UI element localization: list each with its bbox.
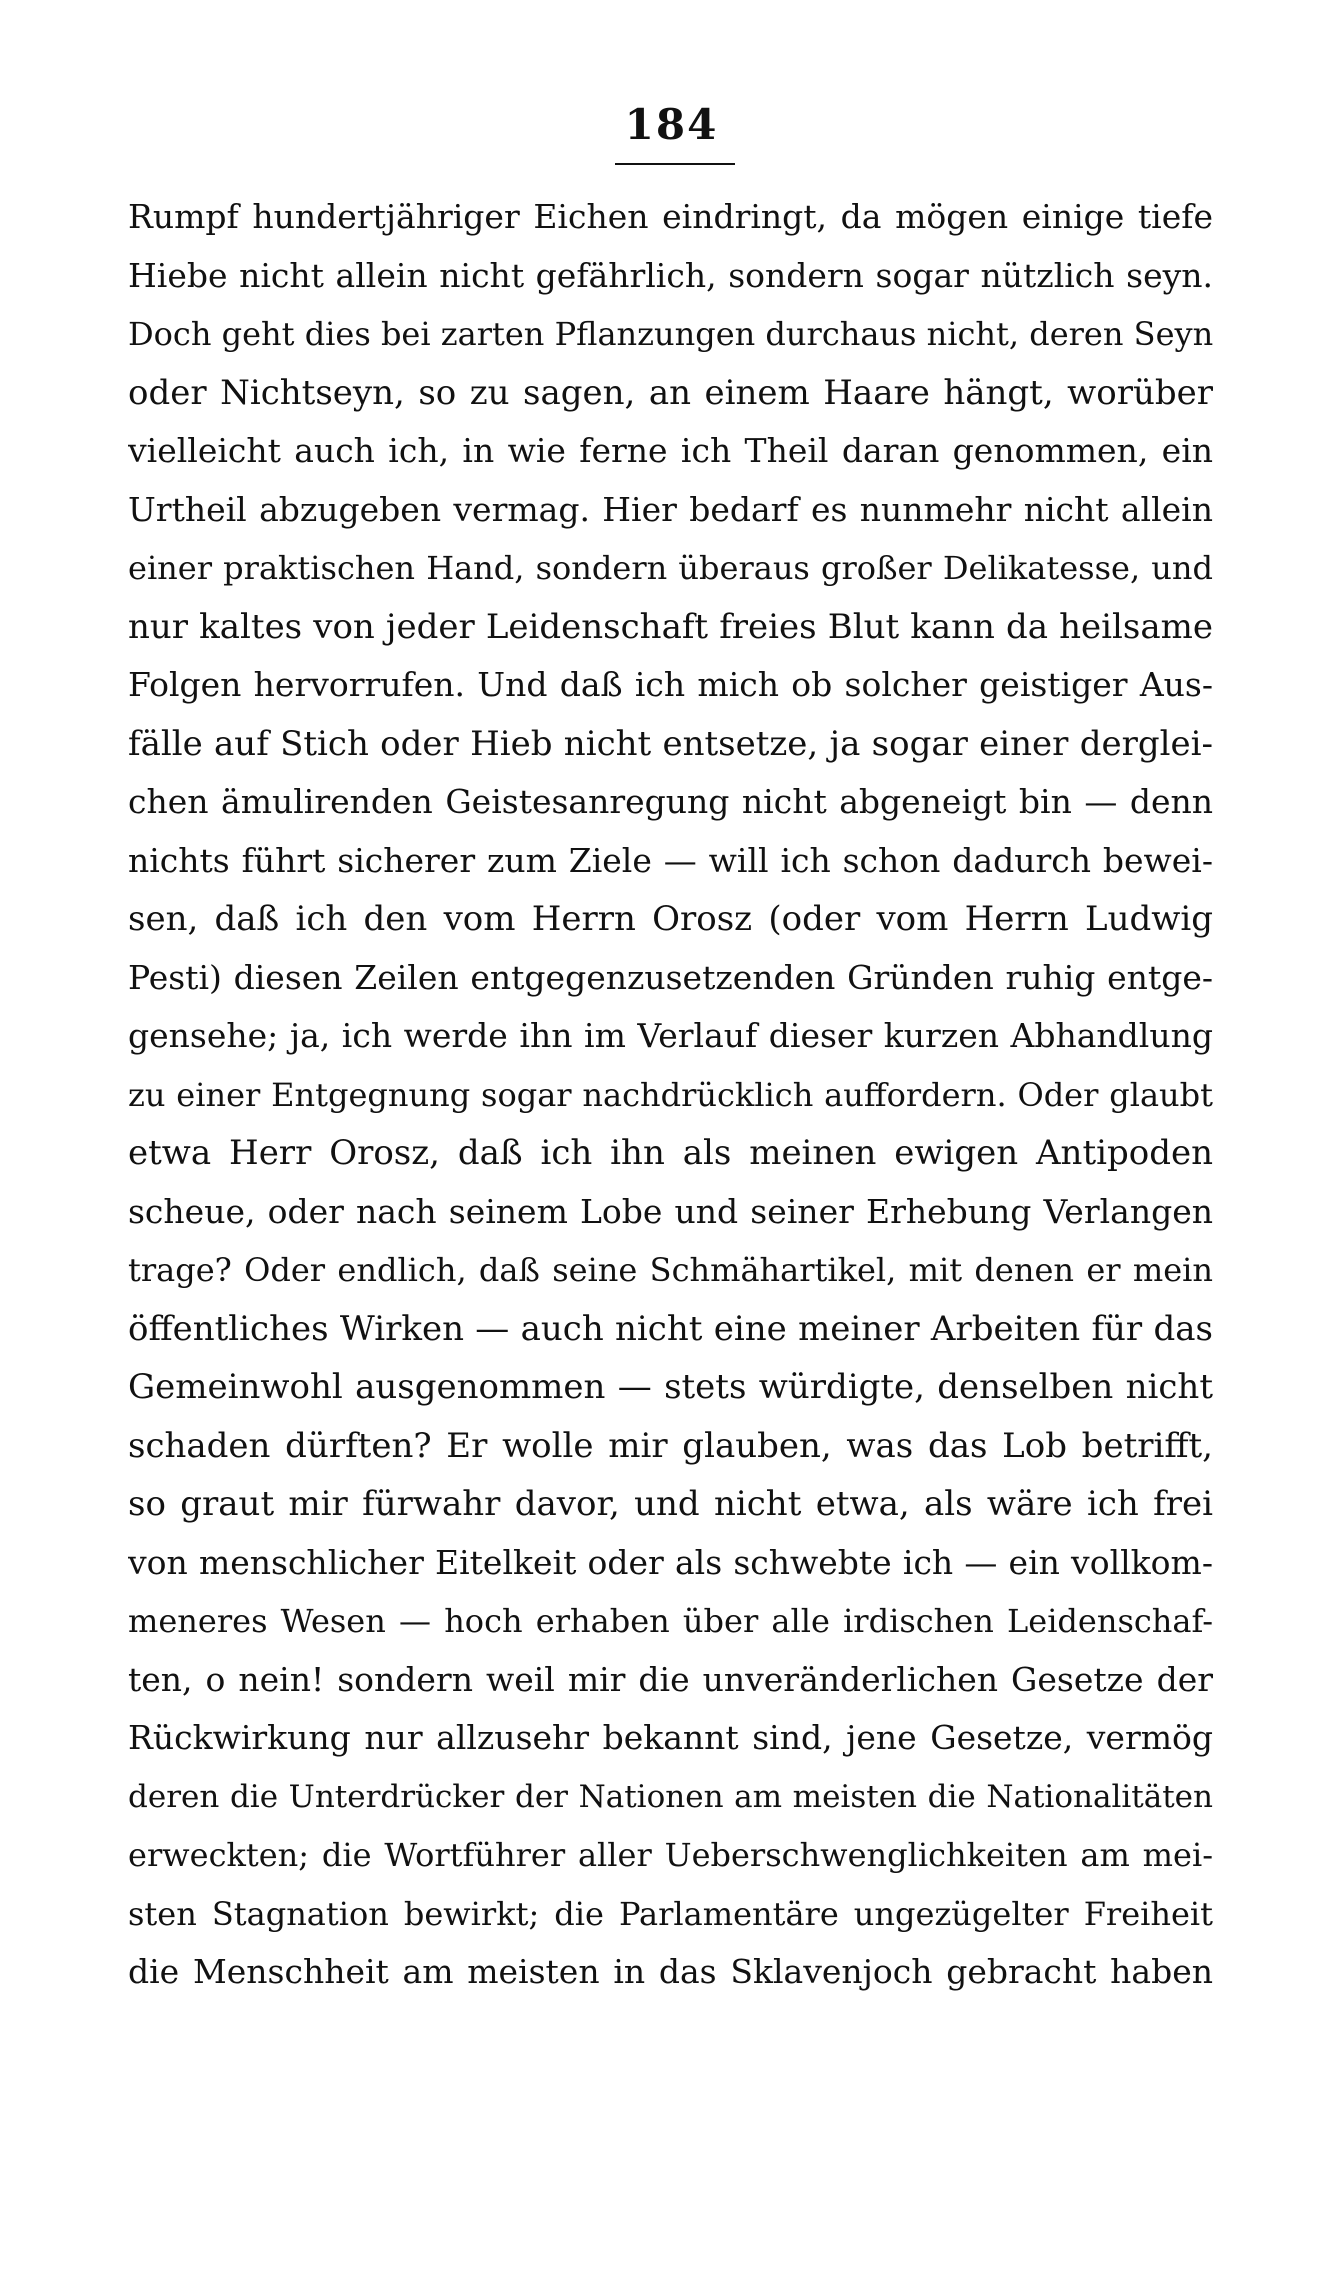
text-line: öffentliches Wirken — auch nicht eine meiner Arbeiten für das bbox=[128, 1308, 1213, 1349]
text-line: etwa Herr Orosz, daß ich ihn als meinen ewigen Antipoden bbox=[128, 1133, 1213, 1173]
text-line: Doch geht dies bei zarten Pflanzungen durchaus nicht, deren Seyn bbox=[128, 315, 1213, 353]
text-line: sen, daß ich den vom Herrn Orosz (oder vom Herrn Ludwig bbox=[128, 899, 1213, 939]
text-line: erweckten; die Wortführer aller Ueberschwenglichkeiten am mei- bbox=[128, 1836, 1213, 1874]
text-line: gensehe; ja, ich werde ihn im Verlauf dieser kurzen Abhandlung bbox=[128, 1016, 1213, 1055]
body-text bbox=[128, 188, 1213, 2002]
text-line: nur kaltes von jeder Leidenschaft freies Blut kann da heilsame bbox=[128, 606, 1213, 647]
text-line: die Menschheit am meisten in das Sklavenjoch gebracht haben bbox=[128, 1952, 1213, 1991]
text-line: sten Stagnation bewirkt; die Parlamentäre ungezügelter Freiheit bbox=[128, 1894, 1213, 1933]
text-line: schaden dürften? Er wolle mir glauben, was das Lob betrifft, bbox=[128, 1425, 1213, 1466]
text-line: so graut mir fürwahr davor, und nicht etwa, als wäre ich frei bbox=[128, 1484, 1213, 1524]
text-line: einer praktischen Hand, sondern überaus großer Delikatesse, und bbox=[128, 549, 1213, 587]
page-header bbox=[0, 100, 1343, 157]
text-line: Rückwirkung nur allzusehr bekannt sind, jene Gesetze, vermög bbox=[128, 1718, 1213, 1757]
header-rule bbox=[615, 163, 735, 165]
text-line: meneres Wesen — hoch erhaben über alle irdischen Leidenschaf- bbox=[128, 1602, 1213, 1640]
text-line: vielleicht auch ich, in wie ferne ich Theil daran genommen, ein bbox=[128, 431, 1213, 470]
text-line: scheue, oder nach seinem Lobe und seiner Erhebung Verlangen bbox=[128, 1191, 1213, 1231]
text-line: Urtheil abzugeben vermag. Hier bedarf es nunmehr nicht allein bbox=[128, 489, 1213, 529]
text-line: ten, o nein! sondern weil mir die unveränderlichen Gesetze der bbox=[128, 1659, 1213, 1699]
text-line: Folgen hervorrufen. Und daß ich mich ob solcher geistiger Aus- bbox=[128, 665, 1213, 704]
text-line: nichts führt sicherer zum Ziele — will ich schon dadurch bewei- bbox=[128, 840, 1213, 880]
text-line: chen ämulirenden Geistesanregung nicht abgeneigt bin — denn bbox=[128, 782, 1213, 821]
text-line: zu einer Entgegnung sogar nachdrücklich auffordern. Oder glaubt bbox=[128, 1075, 1213, 1114]
text-line: von menschlicher Eitelkeit oder als schwebte ich — ein vollkom- bbox=[128, 1542, 1213, 1582]
text-line: trage? Oder endlich, daß seine Schmähartikel, mit denen er mein bbox=[128, 1251, 1213, 1289]
text-line: oder Nichtseyn, so zu sagen, an einem Haare hängt, worüber bbox=[128, 372, 1213, 413]
text-line: Hiebe nicht allein nicht gefährlich, sondern sogar nützlich seyn. bbox=[128, 255, 1213, 295]
text-line: Rumpf hundertjähriger Eichen eindringt, da mögen einige tiefe bbox=[128, 197, 1213, 236]
text-line: fälle auf Stich oder Hieb nicht entsetze, ja sogar einer derglei- bbox=[128, 723, 1213, 764]
page-number: 184 bbox=[624, 100, 719, 149]
text-line: Gemeinwohl ausgenommen — stets würdigte, denselben nicht bbox=[128, 1367, 1213, 1407]
text-line: deren die Unterdrücker der Nationen am meisten die Nationalitäten bbox=[128, 1778, 1213, 1815]
text-line: Pesti) diesen Zeilen entgegenzusetzenden Gründen ruhig entge- bbox=[128, 957, 1213, 997]
